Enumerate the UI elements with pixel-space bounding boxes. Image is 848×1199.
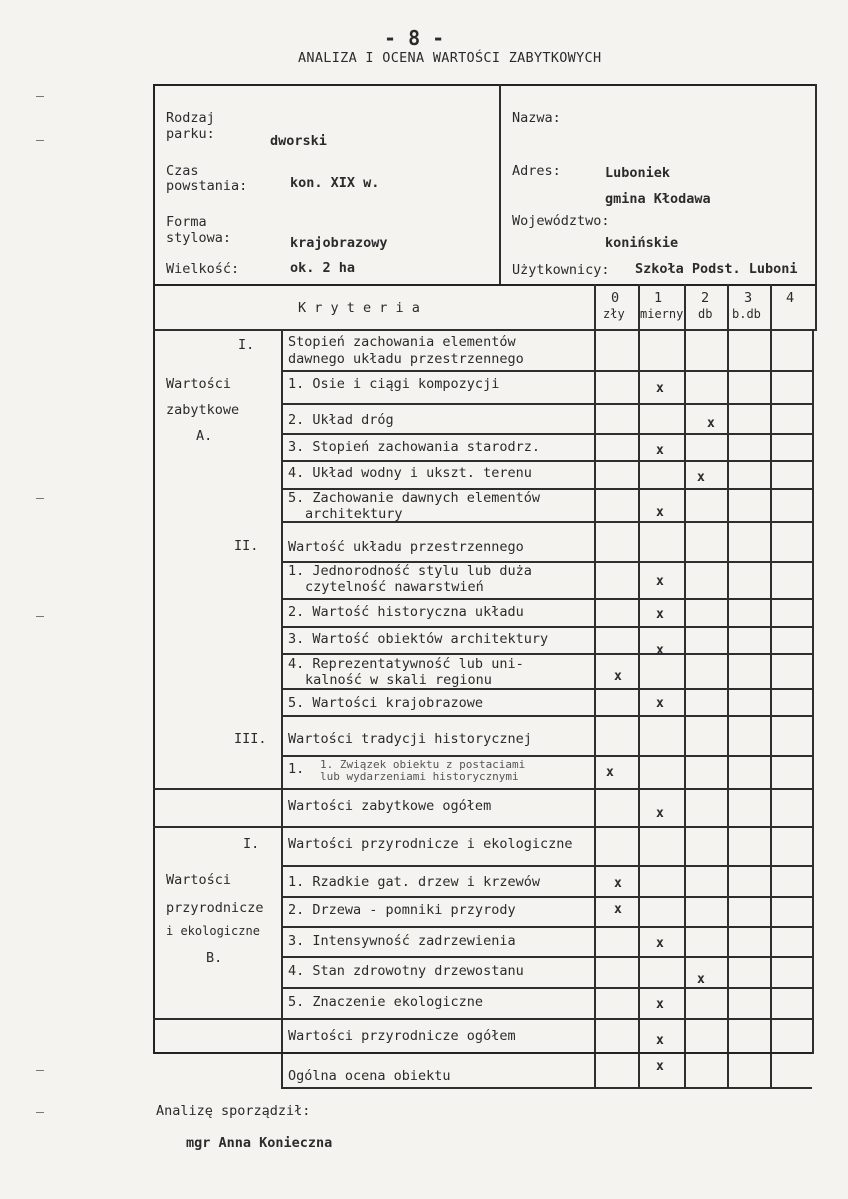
section-b-label-3: i ekologiczne (166, 924, 260, 938)
b-g1-item-4: 4. Stan zdrowotny drzewostanu (288, 963, 524, 979)
a-g1-item-2: 2. Układ dróg (288, 412, 394, 428)
b-g1-item-3: 3. Intensywność zadrzewienia (288, 933, 516, 949)
a-g2-item-3: 3. Wartość obiektów architektury (288, 631, 549, 647)
row-line (281, 987, 812, 989)
a-g1-item-5-mark: x (656, 505, 664, 520)
a-g2-item-1-line-2: czytelność nawarstwień (305, 579, 484, 595)
margin-mark (36, 96, 44, 97)
criteria-col-line (281, 330, 283, 1088)
col-3-desc: b.db (732, 307, 761, 321)
b-g1-item-5-mark: x (656, 997, 664, 1012)
margin-mark (36, 140, 44, 141)
row-line (281, 896, 812, 898)
header-bottom (153, 284, 817, 286)
grid-right (812, 330, 814, 1054)
col-4-num: 4 (786, 290, 795, 306)
rodzaj-value: dworski (270, 133, 327, 149)
a-g1-item-5: 5. Zachowanie dawnych elementów (288, 490, 540, 506)
adres-label: Adres: (512, 163, 561, 179)
rodzaj-label: Rodzaj (166, 110, 215, 126)
section-a-letter: A. (196, 428, 213, 444)
col-line-2 (684, 284, 686, 1088)
uzytkownicy-label: Użytkownicy: (512, 262, 610, 278)
a-g3-title: Wartości tradycji historycznej (288, 731, 532, 747)
a-g2-item-4-line-2: kalność w skali regionu (305, 672, 492, 688)
a-g3-item-1-mark: x (606, 765, 614, 780)
row-line-full (153, 1018, 812, 1020)
wielkosc-label: Wielkość: (166, 261, 240, 277)
page-title: ANALIZA I OCENA WARTOŚCI ZABYTKOWYCH (298, 50, 602, 66)
a-g1-item-4-mark: x (697, 470, 705, 485)
a-g2-item-2-mark: x (656, 607, 664, 622)
b-g1-title: Wartości przyrodnicze i ekologiczne (288, 836, 573, 852)
a-g2-item-5-mark: x (656, 696, 664, 711)
czas-value: kon. XIX w. (290, 175, 380, 191)
row-line (281, 715, 812, 717)
a-g3-item-1: 1. Związek obiektu z postaciami (320, 759, 526, 770)
a-g2-item-4-mark: x (614, 669, 622, 684)
row-line (281, 755, 812, 757)
row-line (281, 956, 812, 958)
header-divider (499, 84, 501, 285)
a-g2-title: Wartość układu przestrzennego (288, 539, 524, 555)
rodzaj-label-2: parku: (166, 126, 215, 142)
adres-value-2: gmina Kłodawa (605, 191, 711, 207)
a-g2-item-1: 1. Jednorodność stylu lub duża (288, 563, 532, 579)
grid-right-head (815, 284, 817, 330)
frame-bottom (153, 1052, 812, 1054)
a-g1-item-5-line-2: architektury (305, 506, 403, 522)
row-line (281, 865, 812, 867)
a-g1-title-2: dawnego układu przestrzennego (288, 351, 524, 367)
b-g1-item-1: 1. Rzadkie gat. drzew i krzewów (288, 874, 540, 890)
row-line (281, 688, 812, 690)
col-2-num: 2 (701, 290, 710, 306)
margin-mark (36, 616, 44, 617)
row-line (281, 370, 812, 372)
a-g3-item-1-number: 1. (288, 761, 305, 777)
margin-mark (36, 1112, 44, 1113)
section-b-label: Wartości (166, 872, 232, 888)
col-1-desc: mierny (640, 307, 684, 321)
b-g1-item-5: 5. Znaczenie ekologiczne (288, 994, 484, 1010)
criteria-header-bottom (153, 329, 817, 331)
a-total-mark: x (656, 806, 664, 821)
a-g3-roman: III. (234, 731, 267, 747)
wojewodztwo-label: Województwo: (512, 213, 610, 229)
a-g2-item-4: 4. Reprezentatywność lub uni- (288, 656, 524, 672)
czas-label-2: powstania: (166, 178, 248, 194)
row-line (281, 926, 812, 928)
a-g1-item-3: 3. Stopień zachowania starodrz. (288, 439, 540, 455)
a-g1-item-2-mark: x (707, 416, 715, 431)
frame-left (153, 84, 155, 1054)
col-line-1 (638, 284, 640, 1088)
overall-mark: x (656, 1059, 664, 1074)
overall-label: Ogólna ocena obiektu (288, 1068, 451, 1084)
wielkosc-value: ok. 2 ha (290, 260, 356, 276)
section-b-letter: B. (206, 950, 223, 966)
b-g1-item-2: 2. Drzewa - pomniki przyrody (288, 902, 516, 918)
section-b-label-2: przyrodnicze (166, 900, 264, 916)
a-g2-item-1-mark: x (656, 574, 664, 589)
czas-label: Czas (166, 163, 199, 179)
row-line (281, 598, 812, 600)
author-name: mgr Anna Konieczna (186, 1135, 333, 1151)
col-1-num: 1 (654, 290, 663, 306)
col-0-num: 0 (611, 290, 620, 306)
col-2-desc: db (698, 307, 713, 321)
margin-mark (36, 498, 44, 499)
forma-label: Forma (166, 214, 207, 230)
row-line (281, 653, 812, 655)
b-g1-item-1-mark: x (614, 876, 622, 891)
a-total: Wartości zabytkowe ogółem (288, 798, 492, 814)
a-g1-item-1-mark: x (656, 381, 664, 396)
a-g2-roman: II. (234, 538, 259, 554)
col-line-4 (770, 284, 772, 1088)
row-line (281, 626, 812, 628)
margin-mark (36, 1070, 44, 1071)
overall-bottom (281, 1087, 812, 1089)
forma-value: krajobrazowy (290, 235, 388, 251)
col-0-desc: zły (603, 307, 625, 321)
a-g3-item-1-line-2: lub wydarzeniami historycznymi (320, 771, 519, 782)
b-g1-item-2-mark: x (614, 902, 622, 917)
b-total: Wartości przyrodnicze ogółem (288, 1028, 516, 1044)
row-line-full (153, 826, 812, 828)
a-g2-item-3-mark: x (656, 643, 664, 658)
a-g2-item-5: 5. Wartości krajobrazowe (288, 695, 484, 711)
uzytkownicy-value: Szkoła Podst. Luboni (635, 261, 798, 277)
page-number: - 8 - (384, 26, 445, 50)
b-total-mark: x (656, 1033, 664, 1048)
b-g1-roman: I. (243, 836, 260, 852)
a-g1-item-1: 1. Osie i ciągi kompozycji (288, 376, 500, 392)
row-line (281, 403, 812, 405)
a-g1-item-4: 4. Układ wodny i ukszt. terenu (288, 465, 532, 481)
row-line-full (153, 788, 812, 790)
a-g1-title: Stopień zachowania elementów (288, 334, 516, 350)
b-g1-item-3-mark: x (656, 936, 664, 951)
col-line-3 (727, 284, 729, 1088)
section-a-label-2: zabytkowe (166, 402, 240, 418)
criteria-label: K r y t e r i a (298, 300, 420, 316)
adres-value: Luboniek (605, 165, 671, 181)
prepared-label: Analizę sporządził: (156, 1103, 311, 1119)
section-a-label: Wartości (166, 376, 232, 392)
a-g1-roman: I. (238, 337, 255, 353)
nazwa-label: Nazwa: (512, 110, 561, 126)
col-3-num: 3 (744, 290, 753, 306)
col-line-0 (594, 284, 596, 1088)
a-g2-item-2: 2. Wartość historyczna układu (288, 604, 524, 620)
forma-label-2: stylowa: (166, 230, 232, 246)
row-line (281, 460, 812, 462)
row-line (281, 433, 812, 435)
a-g1-item-3-mark: x (656, 443, 664, 458)
wojewodztwo-value: konińskie (605, 235, 679, 251)
frame-top (153, 84, 817, 86)
frame-right-top (815, 84, 817, 285)
b-g1-item-4-mark: x (697, 972, 705, 987)
